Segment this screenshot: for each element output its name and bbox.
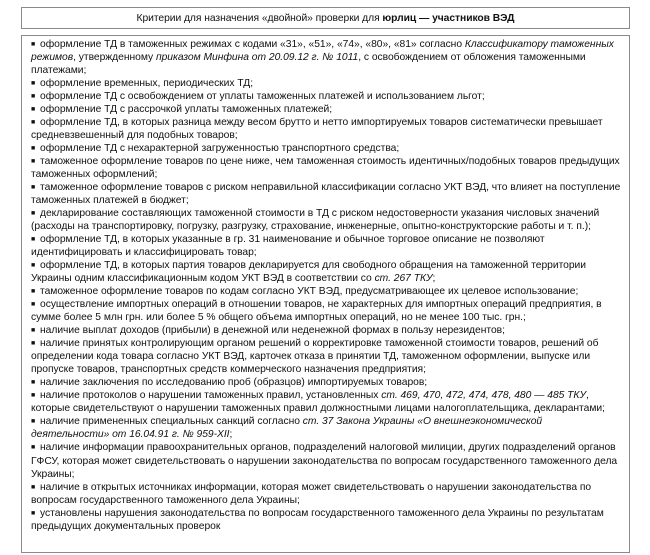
list-item xyxy=(31,259,623,285)
item-text: оформление ТД с освобождением от уплаты таможенных платежей и использованием льгот; xyxy=(40,91,485,103)
bullet-icon: ■ xyxy=(31,340,36,348)
item-text: наличие выплат доходов (прибыли) в денежной или неденежной формах в пользу нерезидентов; xyxy=(40,325,505,337)
list-item xyxy=(31,38,623,77)
bullet-icon: ■ xyxy=(31,106,36,114)
item-text: установлены нарушения законодательства по вопросам государственного таможенного дела Украины по результатам предыдущих документальных проверок xyxy=(31,507,604,532)
list-item xyxy=(31,389,623,415)
legal-reference: приказом Минфина от 20.09.12 г. № 1011 xyxy=(155,52,359,64)
item-text: наличие примененных специальных санкций согласно xyxy=(40,416,303,428)
list-item xyxy=(31,90,623,103)
item-text: , утвержденному xyxy=(73,52,156,64)
bullet-icon: ■ xyxy=(31,262,36,270)
list-item xyxy=(31,285,623,298)
list-item xyxy=(31,415,623,441)
bullet-icon: ■ xyxy=(31,379,36,387)
bullet-icon: ■ xyxy=(31,119,36,127)
item-text: ; xyxy=(229,429,233,441)
list-item xyxy=(31,298,623,324)
list-item xyxy=(31,481,623,507)
item-text: оформление ТД, в которых указанные в гр. 31 наименование и обычное торговое описание не позволяют идентифицировать и классифицировать товар; xyxy=(31,234,545,259)
bullet-icon: ■ xyxy=(31,418,36,426)
header-bold-text: юрлиц — участников ВЭД xyxy=(382,13,515,24)
bullet-icon: ■ xyxy=(31,288,36,296)
table-header xyxy=(21,7,630,29)
bullet-icon: ■ xyxy=(31,327,36,335)
bullet-icon: ■ xyxy=(31,184,36,192)
bullet-icon: ■ xyxy=(31,301,36,309)
item-text: таможенное оформление товаров с риском неправильной классификации согласно УКТ ВЭД, что влияет на поступление таможенных платежей в бюджет; xyxy=(31,182,621,207)
item-text: оформление ТД с нехарактерной загруженностью транспортного средства; xyxy=(40,143,400,155)
legal-reference: ст. 37 Закона Украины «О внешнеэкономической деятельности» от 16.04.91 г. № 959-XII xyxy=(31,416,543,441)
item-text: осуществление импортных операций в отношении товаров, не характерных для импортных операций предприятия, в сумме более 5 млн грн. или более 5 % общего объема импортных операций, но не менее 100 тыс. грн.; xyxy=(31,299,602,324)
item-text: таможенное оформление товаров по цене ниже, чем таможенная стоимость идентичных/подобных товаров предыдущих таможенных оформлений; xyxy=(31,156,620,181)
list-item xyxy=(31,376,623,389)
document xyxy=(21,7,630,553)
bullet-icon: ■ xyxy=(31,210,36,218)
list-item xyxy=(31,116,623,142)
item-text: оформление ТД с рассрочкой уплаты таможенных платежей; xyxy=(40,104,333,116)
list-item xyxy=(31,155,623,181)
criteria-list xyxy=(21,35,630,553)
item-text: оформление временных, периодических ТД; xyxy=(40,78,254,90)
bullet-icon: ■ xyxy=(31,80,36,88)
bullet-icon: ■ xyxy=(31,392,36,400)
item-text: оформление ТД, в которых партия товаров декларируется для свободного обращения на таможенной территории Украины одним классификационным кодом УКТ ВЭД в соответствии со xyxy=(31,260,587,285)
list-item xyxy=(31,207,623,233)
list-item xyxy=(31,233,623,259)
list-item xyxy=(31,507,623,533)
item-text: оформление ТД, в которых разница между весом брутто и нетто импортируемых товаров систематически превышает средневзвешенный для подобных товаров; xyxy=(31,117,603,142)
list-item xyxy=(31,77,623,90)
list-item xyxy=(31,103,623,116)
legal-reference: ст. 469, 470, 472, 474, 478, 480 — 485 ТКУ xyxy=(381,390,587,402)
list-item xyxy=(31,337,623,376)
item-text: наличие заключения по исследованию проб (образцов) импортируемых товаров; xyxy=(40,377,428,389)
item-text: декларирование составляющих таможенной стоимости в ТД с риском недостоверности указания числовых значений (расходы на транспортировку, погрузку, разгрузку, страхование, инженерные, опытно-конструкторские работы и т. п.); xyxy=(31,208,600,233)
item-text: , с освобождением от обложения таможенными платежами; xyxy=(31,52,586,77)
item-text: оформление ТД в таможенных режимах с кодами «31», «51», «74», «80», «81» согласно xyxy=(40,39,465,50)
item-text: наличие протоколов о нарушении таможенных правил, установленных xyxy=(40,390,382,402)
list-item xyxy=(31,181,623,207)
bullet-icon: ■ xyxy=(31,509,36,517)
bullet-icon: ■ xyxy=(31,93,36,101)
item-text: наличие принятых контролирующим органом решений о корректировке таможенной стоимости товаров, решений об определении кода товара согласно УКТ ВЭД, карточек отказа в принятии ТД, таможенном оформлении, выпуске или пропуске товаров, транспортных средств коммерческого назначения предприятия; xyxy=(31,338,599,376)
bullet-icon: ■ xyxy=(31,483,36,491)
bullet-icon: ■ xyxy=(31,444,36,452)
bullet-icon: ■ xyxy=(31,158,36,166)
item-text: наличие в открытых источниках информации, которая может свидетельствовать о нарушении законодательства по вопросам государственного таможенного дела Украины; xyxy=(31,481,592,506)
header-text: Критерии для назначения «двойной» проверки для xyxy=(136,13,383,24)
list-item xyxy=(31,441,623,480)
item-text: таможенное оформление товаров по кодам согласно УКТ ВЭД, предусматривающее их целевое использование; xyxy=(40,286,579,298)
bullet-icon: ■ xyxy=(31,41,36,48)
item-text: ; xyxy=(432,273,436,285)
item-text: наличие информации правоохранительных органов, подразделений налоговой милиции, других подразделений органов ГФСУ, которая может свидетельствовать о нарушении законодательства по вопросам государственного таможенного дела Украины; xyxy=(31,442,618,480)
legal-reference: Классификатору таможенных режимов xyxy=(31,39,614,64)
bullet-icon: ■ xyxy=(31,236,36,244)
list-item xyxy=(31,324,623,337)
legal-reference: ст. 267 ТКУ xyxy=(374,273,433,285)
list-item xyxy=(31,142,623,155)
bullet-icon: ■ xyxy=(31,145,36,153)
item-text: , которые свидетельствуют о нарушении таможенных правил должностными лицами налогоплательщика, декларантами; xyxy=(31,390,605,415)
